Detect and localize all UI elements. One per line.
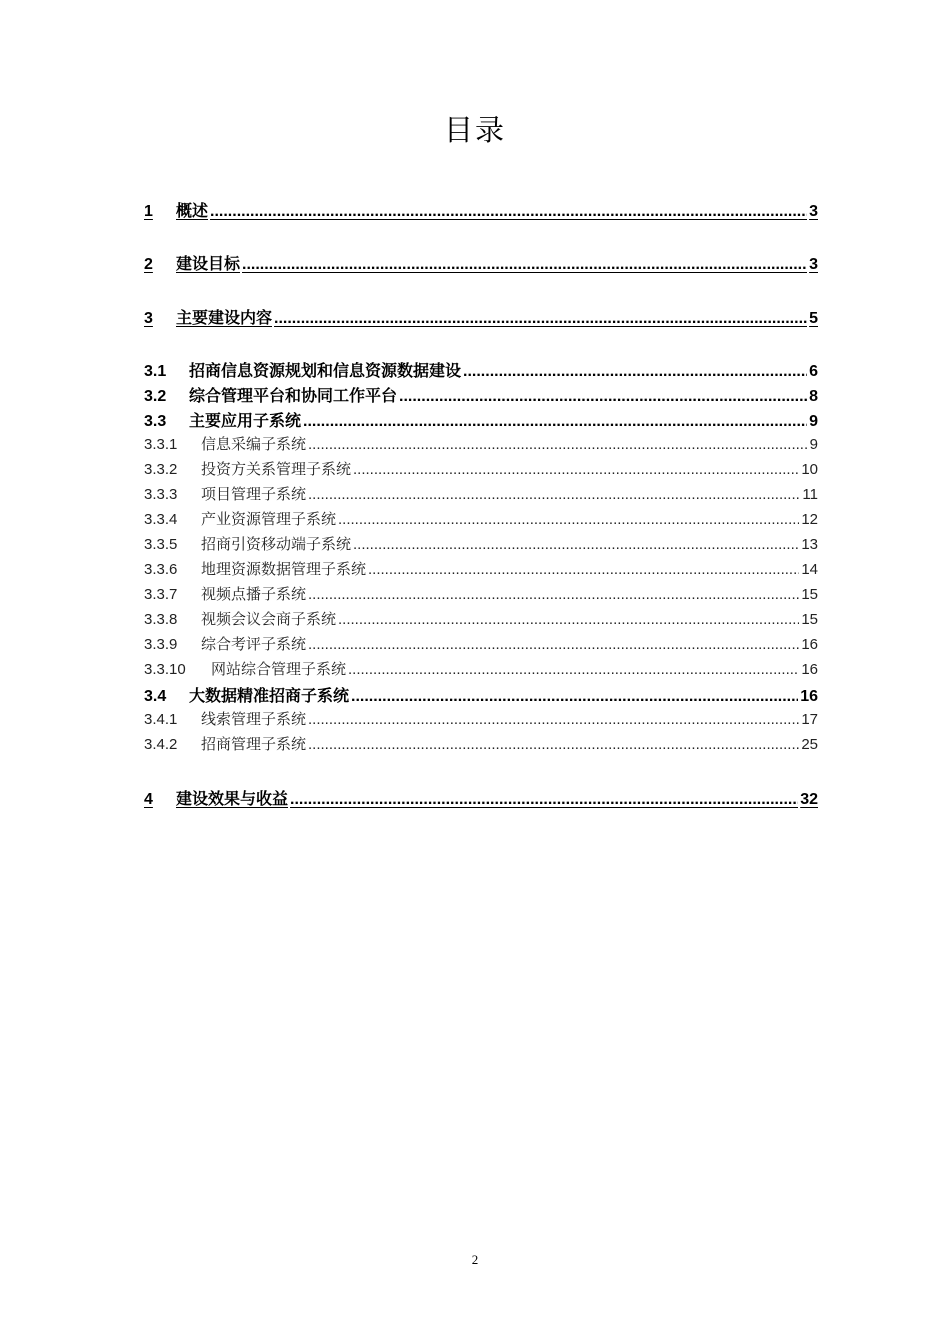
leader-dots	[308, 486, 800, 503]
leader-dots	[351, 688, 798, 706]
toc-entry-label: 主要建设内容	[176, 310, 273, 327]
toc-entry-number: 3.3.6	[144, 561, 178, 578]
leader-dots	[303, 413, 807, 431]
page-number: 2	[471, 1252, 479, 1267]
toc-entry-label: 概述	[176, 203, 209, 220]
toc-entry-3-3-1[interactable]	[144, 433, 818, 454]
toc-entry-label: 视频点播子系统	[201, 586, 307, 603]
leader-dots	[348, 661, 799, 678]
leader-dots	[353, 461, 799, 478]
toc-entry-label: 投资方关系管理子系统	[201, 461, 352, 478]
toc-entry-number: 3.3.1	[144, 436, 178, 453]
toc-entry-page: 11	[802, 486, 818, 503]
toc-entry-3-3-9[interactable]	[144, 633, 818, 654]
leader-dots	[338, 511, 799, 528]
toc-entry-number: 3.3.7	[144, 586, 178, 603]
leader-dots	[308, 711, 799, 728]
toc-entry-number: 3.2	[144, 388, 167, 405]
toc-entry-number: 3.3	[144, 413, 167, 430]
toc-entry-number: 3.3.10	[144, 661, 186, 678]
toc-entry-number: 3.3.5	[144, 536, 178, 553]
toc-entry-number: 3.4.2	[144, 736, 178, 753]
toc-entry-2[interactable]	[144, 251, 818, 274]
leader-dots	[210, 203, 807, 221]
toc-entry-3-3-2[interactable]	[144, 458, 818, 479]
leader-dots	[399, 388, 807, 406]
toc-entry-3-3-8[interactable]	[144, 608, 818, 629]
toc-entry-1[interactable]	[144, 198, 818, 221]
toc-entry-page: 8	[809, 388, 818, 405]
leader-dots	[463, 363, 807, 381]
toc-entry-number: 3.4.1	[144, 711, 178, 728]
toc-entry-page: 15	[801, 586, 818, 603]
toc-entry-label: 视频会议会商子系统	[201, 611, 337, 628]
toc-entry-page: 32	[800, 791, 818, 808]
toc-entry-3-3-5[interactable]	[144, 533, 818, 554]
toc-entry-page: 12	[801, 511, 818, 528]
toc-entry-3-2[interactable]	[144, 383, 818, 406]
toc-entry-page: 14	[801, 561, 818, 578]
toc-entry-number: 3.3.3	[144, 486, 178, 503]
toc-entry-label: 主要应用子系统	[189, 413, 302, 430]
toc-entry-label: 产业资源管理子系统	[201, 511, 337, 528]
toc-entry-3-3-10[interactable]	[144, 658, 818, 679]
toc-entry-3-4-1[interactable]	[144, 708, 818, 729]
toc-entry-label: 招商信息资源规划和信息资源数据建设	[189, 363, 462, 380]
toc-entry-number: 3.3.2	[144, 461, 178, 478]
toc-entry-label: 建设目标	[176, 256, 241, 273]
toc-entry-page: 15	[801, 611, 818, 628]
toc-entry-page: 9	[809, 436, 818, 453]
toc-entry-page: 16	[800, 688, 818, 705]
toc-entry-page: 9	[809, 413, 818, 430]
toc-entry-3-3-7[interactable]	[144, 583, 818, 604]
toc-entry-label: 招商管理子系统	[201, 736, 307, 753]
toc-entry-label: 大数据精准招商子系统	[189, 688, 350, 705]
toc-entry-3-3[interactable]	[144, 408, 818, 431]
toc-entry-number: 3.1	[144, 363, 167, 380]
toc-entry-label: 信息采编子系统	[201, 436, 307, 453]
leader-dots	[308, 636, 799, 653]
toc-entry-number: 3.3.4	[144, 511, 178, 528]
toc-entry-3-3-6[interactable]	[144, 558, 818, 579]
toc-entry-page: 16	[801, 661, 818, 678]
toc-entry-3[interactable]	[144, 305, 818, 328]
leader-dots	[290, 791, 798, 809]
leader-dots	[308, 436, 808, 453]
toc-entry-4[interactable]	[144, 786, 818, 809]
toc-entry-3-1[interactable]	[144, 358, 818, 381]
toc-entry-page: 3	[809, 256, 818, 273]
leader-dots	[368, 561, 799, 578]
toc-entry-page: 17	[801, 711, 818, 728]
toc-entry-number: 1	[144, 203, 153, 220]
toc-entry-label: 网站综合管理子系统	[211, 661, 347, 678]
leader-dots	[242, 256, 807, 274]
toc-title: 目录	[443, 113, 506, 147]
toc-entry-label: 综合管理平台和协同工作平台	[189, 388, 398, 405]
leader-dots	[308, 736, 799, 753]
toc-entry-label: 线索管理子系统	[201, 711, 307, 728]
toc-entry-label: 项目管理子系统	[201, 486, 307, 503]
toc-entry-page: 5	[809, 310, 818, 327]
toc-entry-number: 4	[144, 791, 153, 808]
leader-dots	[338, 611, 799, 628]
toc-entry-number: 3.4	[144, 688, 167, 705]
toc-entry-page: 10	[801, 461, 818, 478]
toc-entry-label: 建设效果与收益	[176, 791, 289, 808]
toc-entry-page: 6	[809, 363, 818, 380]
toc-entry-number: 2	[144, 256, 153, 273]
toc-entry-page: 13	[801, 536, 818, 553]
toc-entry-label: 地理资源数据管理子系统	[201, 561, 367, 578]
toc-entry-page: 16	[801, 636, 818, 653]
leader-dots	[308, 586, 799, 603]
toc-entry-number: 3.3.9	[144, 636, 178, 653]
leader-dots	[353, 536, 799, 553]
toc-entry-number: 3.3.8	[144, 611, 178, 628]
toc-entry-page: 3	[809, 203, 818, 220]
leader-dots	[274, 310, 807, 328]
toc-entry-3-3-3[interactable]	[144, 483, 818, 504]
toc-entry-label: 综合考评子系统	[201, 636, 307, 653]
toc-entry-number: 3	[144, 310, 153, 327]
toc-entry-3-4-2[interactable]	[144, 733, 818, 754]
toc-entry-label: 招商引资移动端子系统	[201, 536, 352, 553]
toc-entry-page: 25	[801, 736, 818, 753]
toc-entry-3-4[interactable]	[144, 683, 818, 706]
toc-entry-3-3-4[interactable]	[144, 508, 818, 529]
